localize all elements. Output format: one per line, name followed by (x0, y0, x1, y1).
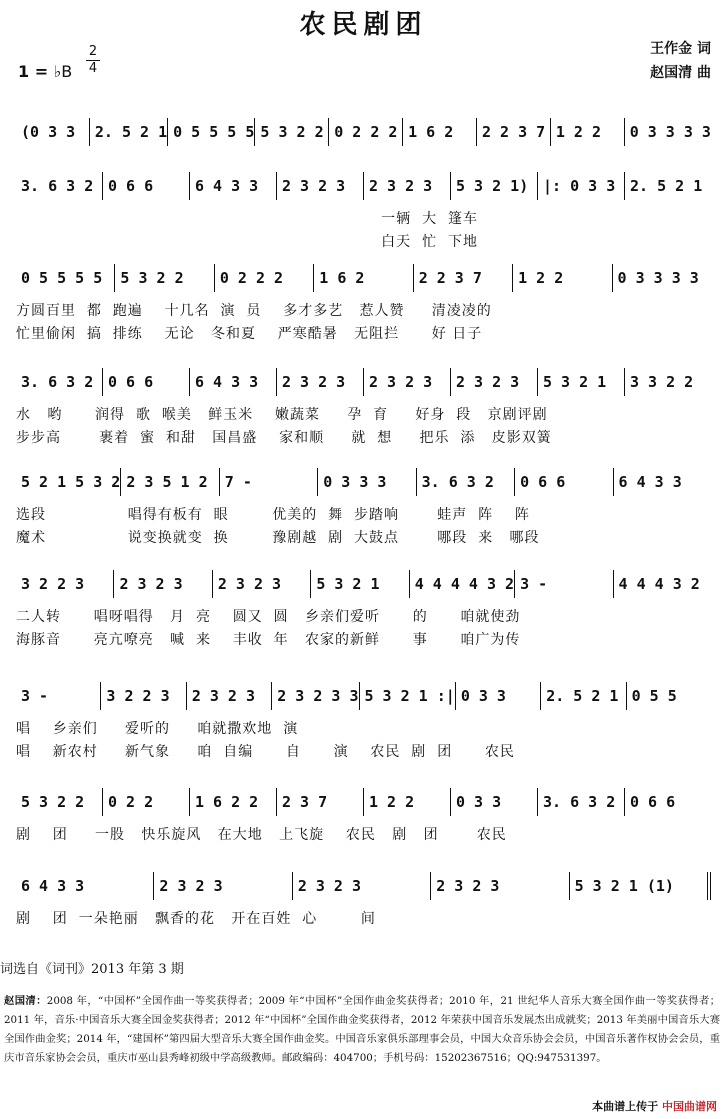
lyric-line: 剧 团 一股 快乐旋风 在大地 上飞旋 农民 剧 团 农民 (16, 827, 507, 843)
measure: 0 3 3 3 3 (629, 123, 711, 141)
lyric-line: 剧 团 一朵艳丽 飘香的花 开在百姓 心 间 (16, 911, 376, 927)
measure: 0 3 3 3 (318, 468, 416, 496)
footer-prefix: 本曲谱上传于 (592, 1100, 659, 1113)
measure: 5 3 2 1 (538, 368, 625, 396)
measure: 5 3 2 1 (1) (570, 872, 711, 900)
measure: (0 3 3 (16, 118, 90, 146)
measure: 2 3 2 3 3 (272, 682, 359, 710)
measure: 2 3 2 3 (277, 368, 364, 396)
notation-line (16, 118, 711, 146)
score-system (16, 570, 711, 660)
measure: 5 3 2 1) (451, 172, 538, 200)
score-system (16, 172, 711, 262)
measure: 0 2 2 2 (329, 118, 403, 146)
time-top: 2 (88, 44, 98, 59)
bio-name: 赵国清： (4, 995, 47, 1007)
measure: 3 2 2 3 (101, 682, 186, 710)
lyric-line: 白天 忙 下地 (16, 234, 478, 250)
lyric-line: 二人转 唱呀唱得 月 亮 圆又 圆 乡亲们爱听 的 咱就使劲 (16, 609, 521, 625)
measure: 1 6 2 (403, 118, 477, 146)
measure: 4 4 4 4 3 2 (410, 570, 515, 598)
notation-line (16, 368, 711, 396)
source-note: 词选自《词刊》2013 年第 3 期 (0, 962, 184, 977)
score-system (16, 368, 711, 458)
measure: 2 3 2 3 (293, 872, 431, 900)
time-bottom: 4 (86, 60, 100, 77)
notation-line (16, 468, 711, 496)
measure: 5 3 2 1 (311, 570, 409, 598)
measure: 0 6 6 (103, 172, 190, 200)
lyric-line: 水 哟 润得 歌 喉美 鲜玉米 嫩蔬菜 孕 育 好身 段 京剧评剧 (16, 407, 548, 423)
measure: 6 4 3 3 (16, 872, 154, 900)
measure: 2 3 2 3 (277, 172, 364, 200)
measure: 3. 6 3 2 (16, 368, 103, 396)
footer-brand: 中国曲谱网 (662, 1100, 717, 1113)
measure: 2 3 5 1 2 (121, 468, 219, 496)
measure: 6 4 3 3 (190, 172, 277, 200)
measure: 2. 5 2 1 (630, 177, 703, 195)
lyric-line: 唱 乡亲们 爱听的 咱就撒欢地 演 (16, 721, 299, 737)
measure: 0 6 6 (103, 368, 190, 396)
key-prefix: 1 = (18, 62, 49, 81)
measure: 2 3 7 (277, 788, 364, 816)
measure: 2 3 2 3 (364, 368, 451, 396)
measure: 5 3 2 1 :| (360, 682, 456, 710)
composer-bio (4, 992, 720, 1068)
measure: 7 - (220, 468, 318, 496)
notation-line (16, 682, 711, 710)
score-system (16, 682, 711, 772)
measure: 3 - (16, 682, 101, 710)
notation-line (16, 872, 711, 900)
measure: 0 3 3 (451, 788, 538, 816)
lyric-line: 海豚音 亮亢嘹亮 喊 来 丰收 年 农家的新鲜 事 咱广为传 (16, 632, 521, 648)
measure: 2 3 2 3 (431, 872, 569, 900)
measure: 5 3 2 2 (255, 118, 329, 146)
site-footer (592, 1098, 717, 1114)
bio-text: 2008 年，“中国杯”全国作曲一等奖获得者；2009 年“中国杯”全国作曲金奖获得者；2010 年，21 世纪华人音乐大赛全国作曲一等奖获得者；2011 年，音乐·中国音乐大赛全国金奖获得者；2012 年“中国杯”全国作曲金奖获得者，2012 年荣获中国音乐发展杰出成就奖；2013 年美丽中国音乐大赛全国作曲金奖；2014 年，“建国杯”第四届大型音乐大赛全国作曲金奖。中国音乐家俱乐部理事会员，中国大众音乐协会会员，中国音乐著作权协会会员，重庆市音乐家协会会员，重庆市巫山县秀峰初级中学高级教师。邮政编码：404700；手机号码：15202367516；QQ:947531397。 (4, 995, 720, 1064)
key-flat: ♭B (53, 62, 73, 81)
measure: 3 2 2 3 (16, 570, 114, 598)
measure: 0 5 5 (631, 687, 677, 705)
measure: 6 4 3 3 (190, 368, 277, 396)
measure: 1 2 2 (364, 788, 451, 816)
measure: 1 2 2 (513, 264, 612, 292)
measure: 2 3 2 3 (187, 682, 272, 710)
measure: 2 2 3 7 (477, 118, 551, 146)
lyric-line: 忙里偷闲 搞 排练 无论 冬和夏 严寒酷暑 无阻拦 好 日子 (16, 326, 483, 342)
measure: 2 3 2 3 (364, 172, 451, 200)
measure: 2 2 3 7 (414, 264, 513, 292)
measure: 3. 6 3 2 (538, 788, 625, 816)
measure: 2. 5 2 1 (541, 682, 626, 710)
song-title: 农民剧团 (299, 10, 428, 40)
composer-credit: 赵国清 曲 (650, 65, 711, 81)
time-signature (86, 44, 100, 77)
measure: 0 2 2 (103, 788, 190, 816)
score-system (16, 468, 711, 558)
measure: 1 2 2 (551, 118, 625, 146)
measure: 4 4 4 3 2 (618, 575, 700, 593)
measure: 0 5 5 5 5 (168, 118, 255, 146)
lyric-line: 一辆 大 篷车 (16, 211, 478, 227)
measure: 2 3 2 3 (154, 872, 292, 900)
measure: 5 3 2 2 (115, 264, 214, 292)
lyric-line: 步步高 裹着 蜜 和甜 国昌盛 家和顺 就 想 把乐 添 皮影双簧 (16, 430, 552, 446)
measure: 0 5 5 5 5 (16, 264, 115, 292)
measure: 1 6 2 (314, 264, 413, 292)
lyric-line: 唱 新农村 新气象 咱 自编 自 演 农民 剧 团 农民 (16, 744, 515, 760)
measure: 3 - (515, 570, 613, 598)
measure: 0 6 6 (515, 468, 613, 496)
score-system (16, 264, 711, 354)
measure: 5 3 2 2 (16, 788, 103, 816)
measure: 2. 5 2 1 (90, 118, 168, 146)
measure: 0 6 6 (630, 793, 676, 811)
measure: 3. 6 3 2 (16, 172, 103, 200)
key-signature (18, 62, 72, 81)
notation-line (16, 172, 711, 200)
measure: 6 4 3 3 (618, 473, 682, 491)
lyricist-credit: 王作金 词 (650, 41, 711, 57)
measure: 0 3 3 (456, 682, 541, 710)
measure: 3. 6 3 2 (417, 468, 515, 496)
measure: 2 3 2 3 (451, 368, 538, 396)
score-system (16, 788, 711, 878)
notation-line (16, 788, 711, 816)
measure: 1 6 2 2 (190, 788, 277, 816)
notation-line (16, 570, 711, 598)
measure: 5 2 1 5 3 2 (16, 468, 121, 496)
lyric-line: 选段 唱得有板有 眼 优美的 舞 步踏响 蛙声 阵 阵 (16, 507, 530, 523)
score-system (16, 872, 711, 962)
lyric-line: 方圆百里 都 跑遍 十几名 演 员 多才多艺 惹人赞 清凌凌的 (16, 303, 492, 319)
measure: 0 3 3 3 3 (617, 269, 699, 287)
measure: 3 3 2 2 (630, 373, 694, 391)
measure: 2 3 2 3 (213, 570, 311, 598)
lyric-line: 魔术 说变换就变 换 豫剧越 剧 大鼓点 哪段 来 哪段 (16, 530, 540, 546)
measure: 0 2 2 2 (215, 264, 314, 292)
measure: 2 3 2 3 (114, 570, 212, 598)
notation-line (16, 264, 711, 292)
measure: |: 0 3 3 (538, 172, 625, 200)
